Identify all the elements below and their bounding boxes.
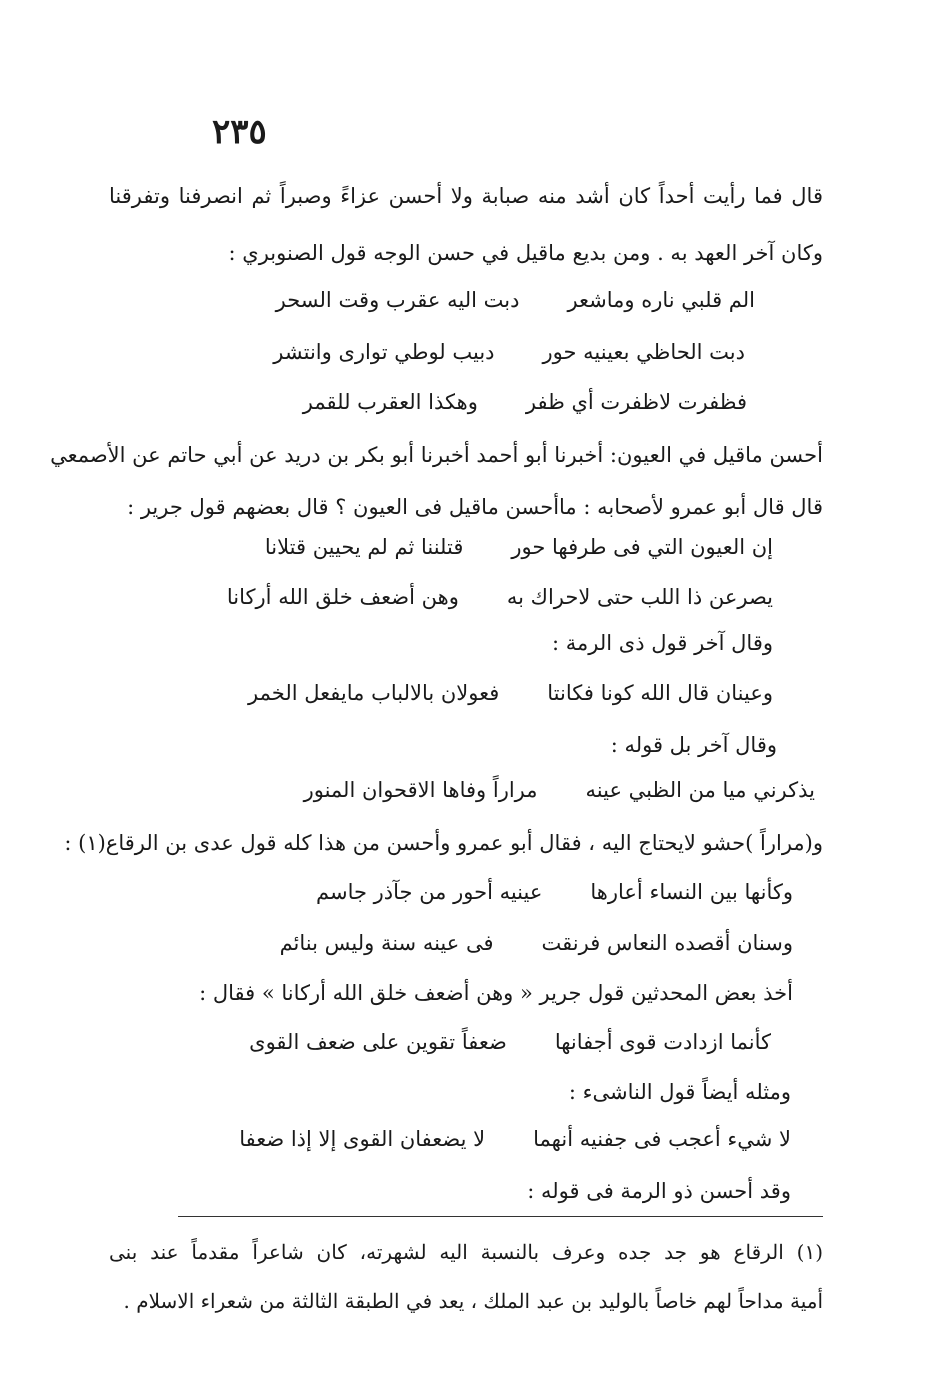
footnote-line: أمية مداحاً لهم خاصاً بالوليد بن عبد الملك ، يعد في الطبقة الثالثة من شعراء الاسلام . (123, 1289, 823, 1313)
verse-line (249, 1027, 771, 1057)
verse-line (239, 1124, 791, 1154)
verse-hemistich-first: فظفرت لاظفرت أي ظفر (525, 390, 747, 414)
prose-line: أحسن ماقيل في العيون: أخبرنا أبو أحمد أخبرنا أبو بكر بن دريد عن أبي حاتم عن الأصمعي (50, 443, 823, 467)
verse-hemistich-second: عينيه أحور من جآذر جاسم (316, 880, 543, 904)
footnote-divider (178, 1216, 823, 1217)
verse-hemistich-second: قتلننا ثم لم يحيين قتلانا (264, 535, 464, 559)
prose-line: وقال آخر قول ذى الرمة : (552, 631, 773, 655)
verse-hemistich-second: فعولان بالالباب مايفعل الخمر (248, 681, 500, 705)
verse-hemistich-second: وهن أضعف خلق الله أركانا (226, 585, 459, 609)
verse-line (280, 928, 793, 958)
verse-line (276, 285, 755, 315)
verse-hemistich-first: يذكرني ميا من الظبي عينه (585, 778, 815, 802)
prose-line: قال فما رأيت أحداً كان أشد منه صبابة ولا أحسن عزاءً وصبراً ثم انصرفنا وتفرقنا (109, 184, 823, 208)
verse-hemistich-second: دبت اليه عقرب وقت السحر (275, 288, 520, 312)
prose-line: وقال آخر بل قوله : (610, 733, 777, 757)
verse-hemistich-first: وكأنها بين النساء أعارها (590, 880, 793, 904)
prose-line: وقد أحسن ذو الرمة فى قوله : (527, 1179, 791, 1203)
verse-hemistich-first: وعينان قال الله كونا فكانتا (547, 681, 773, 705)
verse-hemistich-first: لا شيء أعجب فى جفنيه أنهما (533, 1127, 791, 1151)
verse-hemistich-first: دبت الحاظي بعينيه حور (542, 340, 745, 364)
page-number: ٢٣٥ (212, 112, 267, 152)
verse-line (303, 387, 747, 417)
verse-hemistich-first: يصرعن ذا اللب حتى لاحراك به (506, 585, 773, 609)
verse-hemistich-second: لا يضعفان القوى إلا إذا ضعفا (239, 1127, 486, 1151)
verse-hemistich-first: إن العيون التي فى طرفها حور (511, 535, 773, 559)
verse-line (304, 775, 815, 805)
footnote-line: (١) الرقاع هو جد جده وعرف بالنسبة اليه لشهرته، كان شاعراً مقدماً عند بنى (109, 1240, 823, 1264)
verse-line (227, 582, 773, 612)
verse-hemistich-second: مراراً وفاها الاقحوان المنور (303, 778, 538, 802)
prose-line: وكان آخر العهد به . ومن بديع ماقيل في حسن الوجه قول الصنوبري : (228, 241, 823, 265)
verse-line (273, 337, 745, 367)
verse-hemistich-first: الم قلبي ناره وماشعر (567, 288, 755, 312)
prose-line: و(مراراً )حشو لايحتاج اليه ، فقال أبو عمرو وأحسن من هذا كله قول عدى بن الرقاع(١) : (64, 831, 823, 855)
verse-hemistich-second: وهكذا العقرب للقمر (302, 390, 478, 414)
verse-hemistich-second: فى عينه سنة وليس بنائم (279, 931, 494, 955)
verse-hemistich-second: دبيب لوطي توارى وانتشر (273, 340, 495, 364)
verse-line (316, 877, 793, 907)
verse-hemistich-first: كأنما ازدادت قوى أجفانها (554, 1030, 771, 1054)
verse-hemistich-second: ضعفاً تقوين على ضعف القوى (249, 1030, 507, 1054)
verse-line (265, 532, 773, 562)
verse-hemistich-first: وسنان أقصده النعاس فرنقت (541, 931, 793, 955)
prose-line: ومثله أيضاً قول الناشىء : (568, 1080, 791, 1104)
prose-line: أخذ بعض المحدثين قول جرير « وهن أضعف خلق الله أركانا » فقال : (199, 981, 793, 1005)
verse-line (248, 678, 773, 708)
prose-line: قال قال أبو عمرو لأصحابه : ماأحسن ماقيل فى العيون ؟ قال بعضهم قول جرير : (127, 495, 823, 519)
